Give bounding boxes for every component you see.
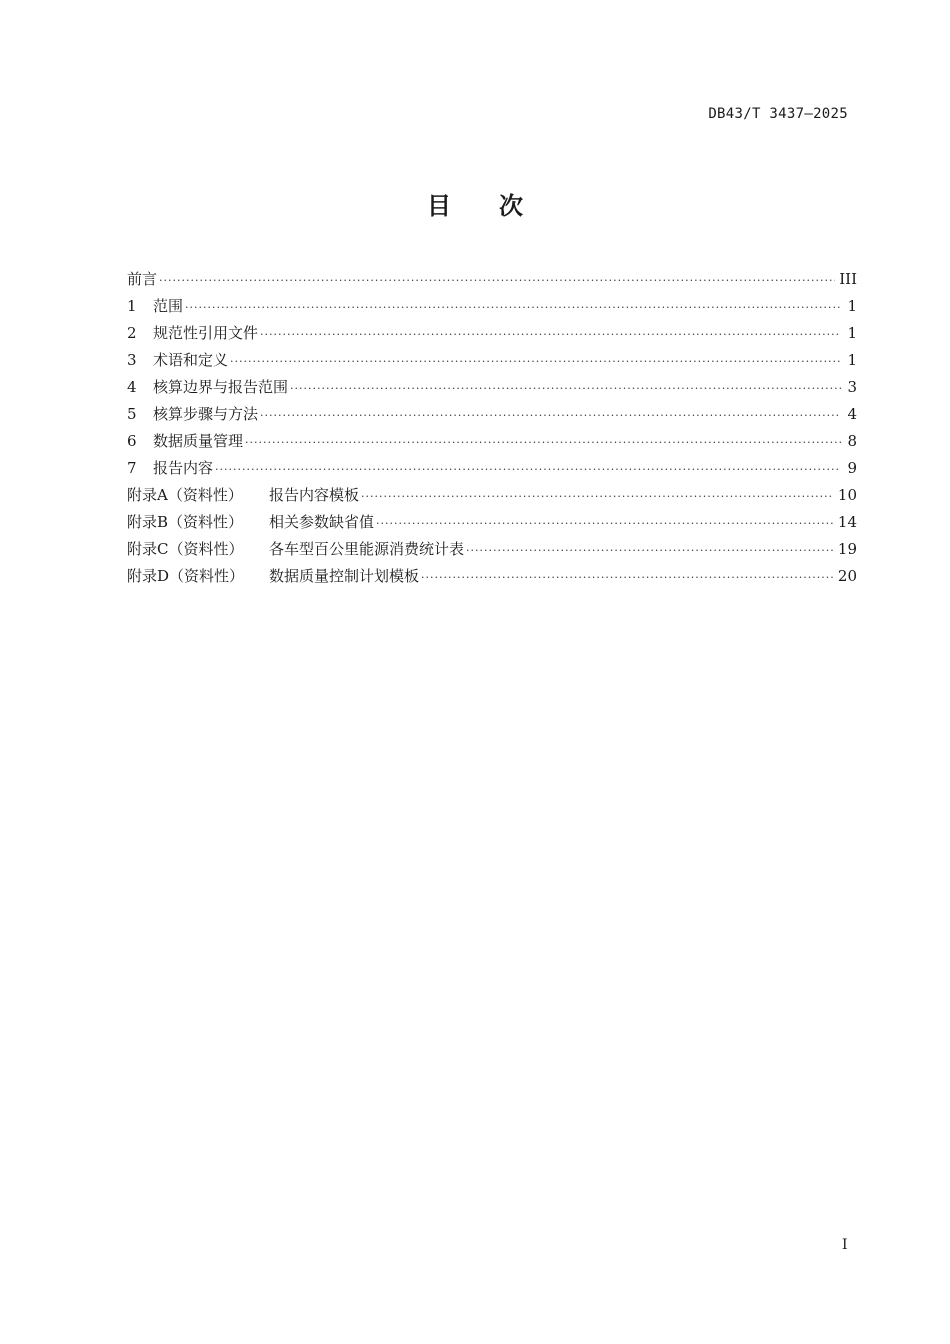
toc-entry-appendix-b[interactable] [127, 509, 857, 536]
toc-entry-page: 19 [837, 540, 857, 558]
toc-entry-page: 8 [847, 432, 857, 450]
toc-entry-number: 5 [127, 405, 137, 423]
dot-leader [215, 456, 841, 483]
toc-entry-page: 1 [847, 297, 857, 315]
toc-entry-appendix-a[interactable] [127, 482, 857, 509]
toc-entry-label: 数据质量管理 [153, 432, 244, 450]
toc-entry-label: 范围 [153, 297, 184, 315]
toc-entry-page: 1 [847, 351, 857, 369]
toc-entry-page: 4 [847, 405, 857, 423]
toc-entry-page: 14 [837, 513, 857, 531]
toc-entry-foreword[interactable] [127, 266, 857, 293]
document-code: DB43/T 3437—2025 [708, 106, 848, 122]
toc-entry-appendix-label: 附录B（资料性） [127, 513, 244, 531]
dot-leader [159, 267, 835, 294]
toc-entry-report-content[interactable] [127, 455, 857, 482]
toc-entry-page: 1 [847, 324, 857, 342]
toc-entry-page: III [839, 270, 857, 288]
toc-entry-number: 6 [127, 432, 137, 450]
toc-entry-scope[interactable] [127, 293, 857, 320]
dot-leader [260, 321, 841, 348]
toc-entry-page: 20 [837, 567, 857, 585]
toc-entry-appendix-label: 附录C（资料性） [127, 540, 244, 558]
dot-leader [361, 483, 834, 510]
dot-leader [376, 510, 834, 537]
toc-entry-appendix-label: 附录D（资料性） [127, 567, 245, 585]
toc-entry-number: 7 [127, 459, 137, 477]
toc-entry-page: 3 [847, 378, 857, 396]
dot-leader [230, 348, 841, 375]
toc-entry-label: 术语和定义 [153, 351, 229, 369]
toc-entry-normative-references[interactable] [127, 320, 857, 347]
dot-leader [260, 402, 841, 429]
toc-entry-label: 前言 [127, 270, 158, 288]
page-number: I [842, 1237, 848, 1253]
dot-leader [421, 564, 834, 591]
dot-leader [290, 375, 841, 402]
toc-entry-page: 10 [837, 486, 857, 504]
toc-entry-label: 核算步骤与方法 [153, 405, 259, 423]
toc-entry-number: 1 [127, 297, 137, 315]
toc-entry-page: 9 [847, 459, 857, 477]
dot-leader [185, 294, 841, 321]
toc-entry-number: 3 [127, 351, 137, 369]
toc-entry-appendix-d[interactable] [127, 563, 857, 590]
toc-entry-label: 相关参数缺省值 [269, 513, 375, 531]
page-title: 目次 [427, 192, 571, 220]
table-of-contents [127, 266, 857, 590]
toc-entry-label: 核算边界与报告范围 [153, 378, 289, 396]
toc-entry-data-quality[interactable] [127, 428, 857, 455]
toc-entry-terms-definitions[interactable] [127, 347, 857, 374]
toc-entry-label: 报告内容模板 [269, 486, 360, 504]
toc-entry-label: 数据质量控制计划模板 [269, 567, 420, 585]
toc-entry-accounting-boundary[interactable] [127, 374, 857, 401]
toc-entry-number: 4 [127, 378, 137, 396]
toc-entry-number: 2 [127, 324, 137, 342]
toc-entry-appendix-label: 附录A（资料性） [127, 486, 243, 504]
toc-entry-label: 规范性引用文件 [153, 324, 259, 342]
toc-entry-label: 各车型百公里能源消费统计表 [269, 540, 465, 558]
toc-entry-label: 报告内容 [153, 459, 214, 477]
dot-leader [466, 537, 834, 564]
dot-leader [245, 429, 841, 456]
toc-entry-accounting-steps[interactable] [127, 401, 857, 428]
toc-entry-appendix-c[interactable] [127, 536, 857, 563]
